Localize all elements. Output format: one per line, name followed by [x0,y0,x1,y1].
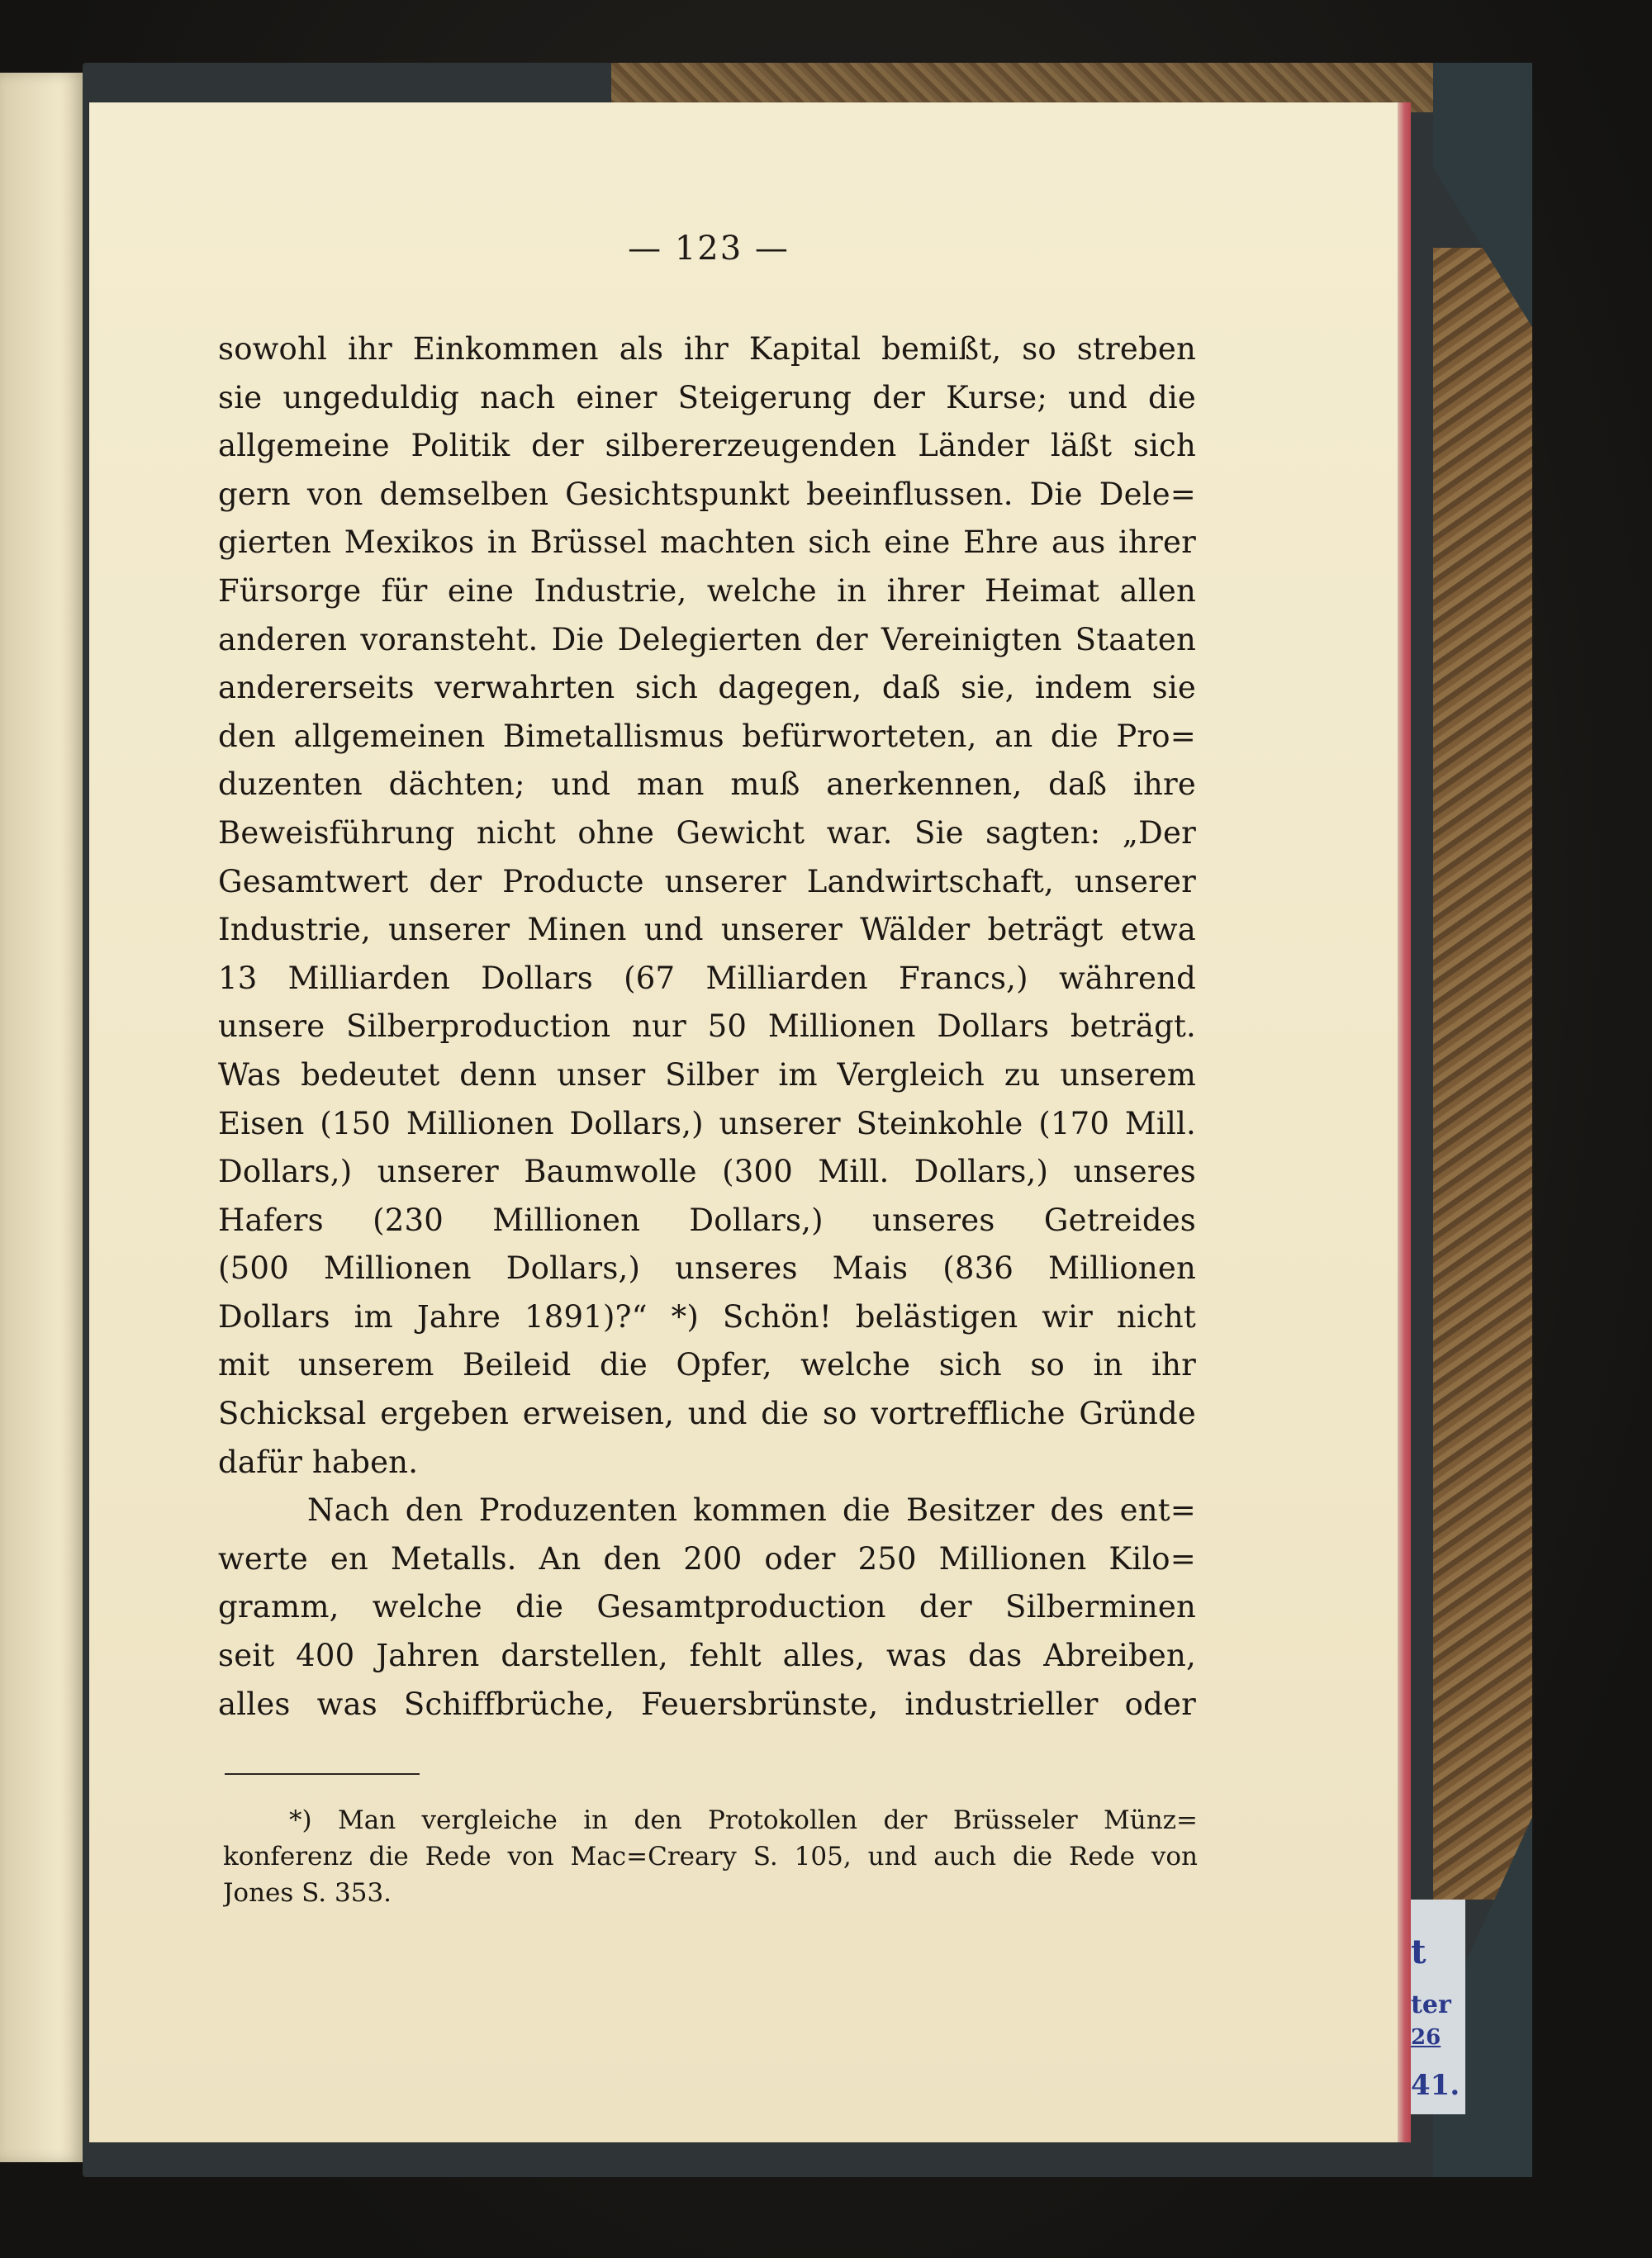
text-line: (500 Millionen Dollars,) unseres Mais (836 Millionen [218,1250,1196,1287]
footnote-block [223,1802,1198,1911]
text-line: 13 Milliarden Dollars (67 Milliarden Francs,) während [218,960,1196,996]
stamp-fragment-3: 26 [1411,2025,1441,2050]
text-line: Industrie, unserer Minen und unserer Wälder beträgt etwa [218,912,1196,948]
footnote-divider [225,1773,420,1775]
text-line: gramm, welche die Gesamtproduction der Silberminen [218,1589,1196,1625]
left-facing-page [0,73,83,2162]
text-line: dafür haben. [218,1444,419,1480]
text-line: Dollars,) unserer Baumwolle (300 Mill. Dollars,) unseres [218,1154,1196,1190]
footnote-line: konferenz die Rede von Mac=Creary S. 105, und auch die Rede von [223,1842,1198,1871]
text-line: gern von demselben Gesichtspunkt beeinflussen. Die Dele= [218,476,1196,512]
text-line: mit unserem Beileid die Opfer, welche sich so in ihr [218,1347,1196,1383]
text-line: sie ungeduldig nach einer Steigerung der Kurse; und die [218,379,1196,415]
page-number-header: — 123 — [628,230,790,268]
text-line: anderen voransteht. Die Delegierten der Vereinigten Staaten [218,621,1196,657]
text-line: andererseits verwahrten sich dagegen, daß sie, indem sie [218,670,1196,706]
text-line: alles was Schiffbrüche, Feuersbrünste, industrieller oder [218,1686,1196,1722]
text-line: werte en Metalls. An den 200 oder 250 Millionen Kilo= [218,1540,1196,1577]
text-line: gierten Mexikos in Brüssel machten sich eine Ehre aus ihrer [218,524,1196,561]
text-line: den allgemeinen Bimetallismus befürworteten, an die Pro= [218,718,1196,754]
stamp-fragment-1: t [1411,1933,1427,1971]
marbled-cover-right [1433,248,1532,1900]
text-line: Gesamtwert der Producte unserer Landwirtschaft, unserer [218,863,1196,899]
main-text [218,325,1196,1729]
text-line: sowohl ihr Einkommen als ihr Kapital bemißt, so streben [218,331,1196,367]
text-line: duzenten dächten; und man muß anerkennen, daß ihre [218,766,1196,803]
page-red-edge [1398,102,1411,2142]
text-line: Hafers (230 Millionen Dollars,) unseres Getreides [218,1202,1196,1238]
text-line: seit 400 Jahren darstellen, fehlt alles, was das Abreiben, [218,1638,1196,1674]
footnote-line: Jones S. 353. [223,1878,392,1908]
text-line: Dollars im Jahre 1891)?“ *) Schön! belästigen wir nicht [218,1298,1196,1335]
text-line: Nach den Produzenten kommen die Besitzer des ent= [307,1492,1196,1529]
text-line: Eisen (150 Millionen Dollars,) unserer Steinkohle (170 Mill. [218,1105,1196,1141]
text-line: unsere Silberproduction nur 50 Millionen Dollars beträgt. [218,1008,1196,1045]
text-line: Schicksal ergeben erweisen, und die so vortreffliche Gründe [218,1396,1196,1432]
text-line: Beweisführung nicht ohne Gewicht war. Sie sagten: „Der [218,814,1196,851]
text-line: Fürsorge für eine Industrie, welche in ihrer Heimat allen [218,572,1196,609]
text-line: allgemeine Politik der silbererzeugenden Länder läßt sich [218,428,1196,464]
stamp-fragment-4: 41. [1411,2069,1460,2102]
stamp-fragment-2: ter [1411,1990,1451,2019]
text-line: Was bedeutet denn unser Silber im Vergleich zu unserem [218,1056,1196,1093]
footnote-line: *) Man vergleiche in den Protokollen der Brüsseler Münz= [289,1805,1198,1835]
